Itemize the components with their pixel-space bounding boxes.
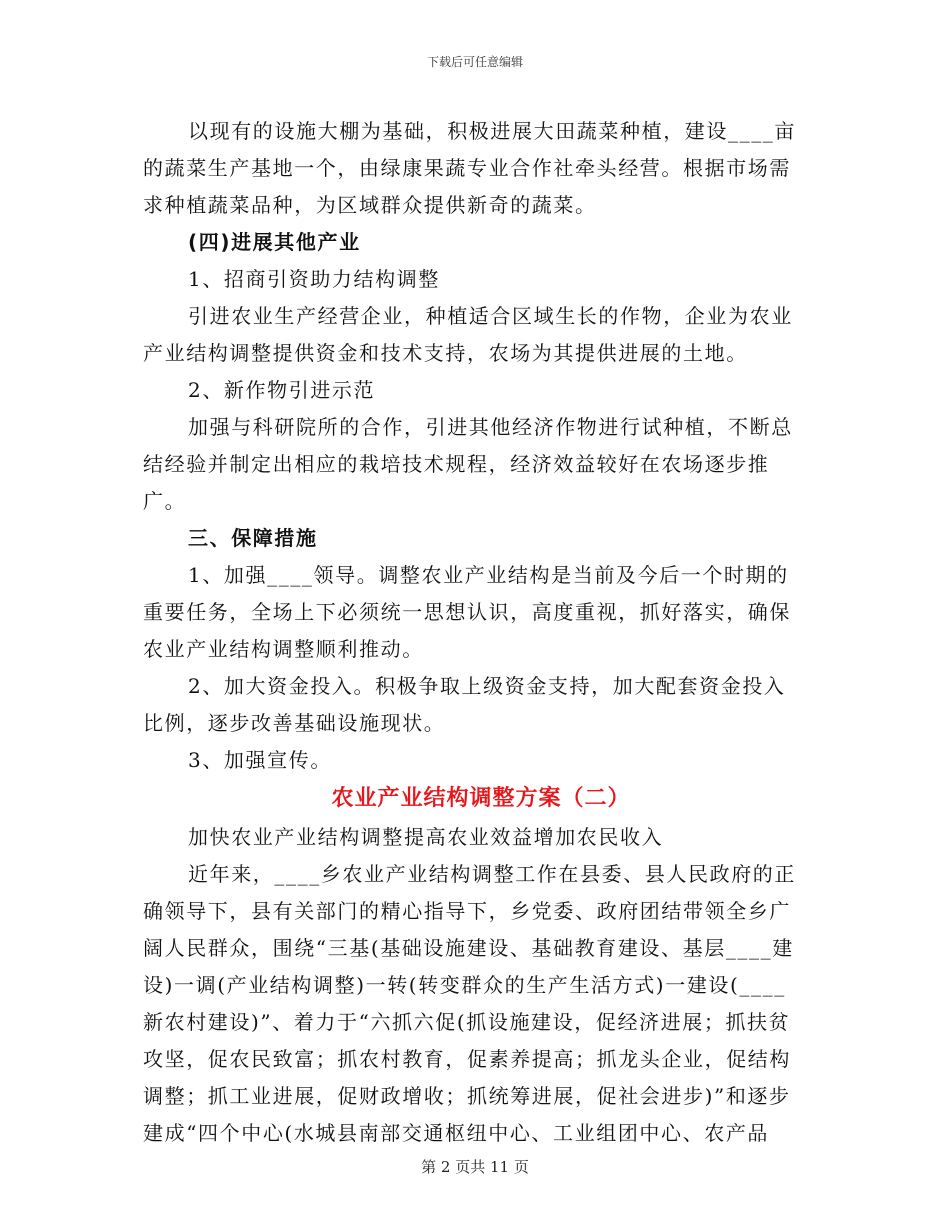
item-new-crops: 2、新作物引进示范 [188,378,376,402]
page-header: 下载后可任意编辑 [426,55,523,69]
document-body [143,113,803,1152]
item-investment: 1、招商引资助力结构调整 [188,267,440,291]
paragraph-vegetable-base: 以现有的设施大棚为基础，积极进展大田蔬菜种植，建设____亩的蔬菜生产基地一个，由绿康果蔬专业合作社牵头经营。根据市场需求种植蔬菜品种，为区域群众提供新奇的蔬菜。 [143,119,796,217]
heading-other-industries: (四)进展其他产业 [188,230,361,254]
paragraph-recent-years: 近年来，____乡农业产业结构调整工作在县委、县人民政府的正确领导下，县有关部门的精心指导下，乡党委、政府团结带领全乡广阔人民群众，围绕“三基(基础设施建设、基础教育建设、基层____建设)一调(产业结构调整)一转(转变群众的生产生活方式)一建设(____新农村建设)”、着力于“六抓六促(抓设施建设，促经济进展；抓扶贫攻坚，促农民致富；抓农村教育，促素养提高；抓龙头企业，促结构调整；抓工业进展，促财政增收；抓统筹进展，促社会进步)”和逐步建成“四个中心(水城县南部交通枢纽中心、工业组团中心、农产品 [143,862,796,1145]
paragraph-research-cooperation: 加强与科研院所的合作，引进其他经济作物进行试种植，不断总结经验并制定出相应的栽培技术规程，经济效益较好在农场逐步推广。 [143,415,793,513]
paragraph-funding: 2、加大资金投入。积极争取上级资金支持，加大配套资金投入比例，逐步改善基础设施现状。 [143,674,786,735]
paragraph-publicity: 3、加强宣传。 [188,748,332,772]
section-title: 农业产业结构调整方案（二） [331,786,631,811]
paragraph-subtitle: 加快农业产业结构调整提高农业效益增加农民收入 [188,825,664,849]
paragraph-leadership: 1、加强____领导。调整农业产业结构是当前及今后一个时期的重要任务，全场上下必须统一思想认识，高度重视，抓好落实，确保农业产业结构调整顺利推动。 [143,563,791,661]
page-footer: 第 2 页共 11 页 [421,1158,529,1176]
paragraph-enterprise: 引进农业生产经营企业，种植适合区域生长的作物，企业为农业产业结构调整提供资金和技术支持，农场为其提供进展的土地。 [143,304,793,365]
heading-safeguards: 三、保障措施 [188,526,318,550]
